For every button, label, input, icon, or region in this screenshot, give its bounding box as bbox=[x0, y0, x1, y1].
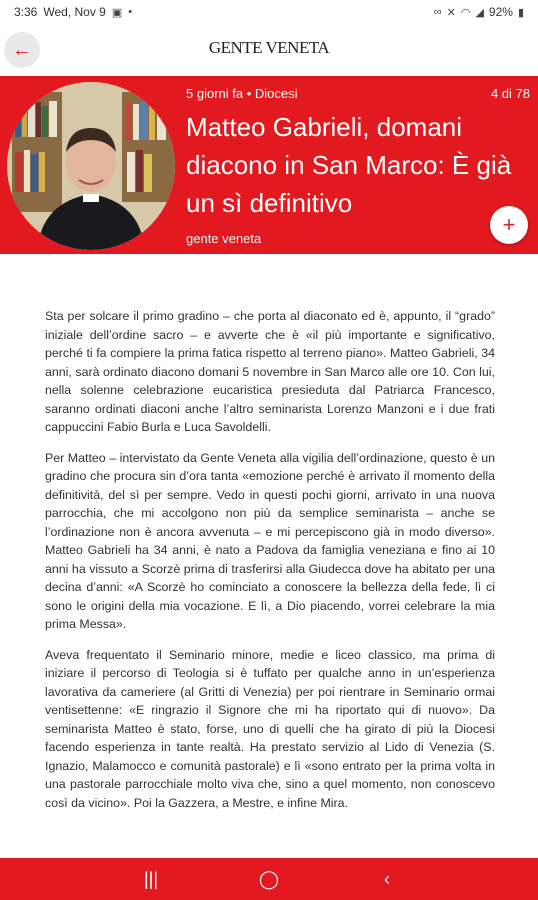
status-time: 3:36 bbox=[14, 5, 38, 19]
article-paragraph: Aveva frequentato il Seminario minore, medie e liceo classico, ma prima di iniziare il percorso di Teologia si è tuffato per qualche anno in un’esperienza lavorativa da cameriere (al Gritti di Venezia) per poi rientrare in Seminario ormai ventisettenne: «E ringrazio il Signore che mi ha riportato qui di nuovo». Da seminarista Matteo è stato, forse, uno di quelli che ha girato di più la Diocesi facendo esperienza in tante realtà. Ha prestato servizio al Lido di Venezia (S. Ignazio, Malamocco e comunità pastorale) e lì «sono entrato per la prima volta in una pastorale parrocchiale molto viva che, sino a quel momento, non conoscevo così da vicino». Poi la Gazzera, a Mestre, e infine Mira. bbox=[45, 647, 495, 810]
recents-button[interactable] bbox=[131, 867, 171, 891]
home-button[interactable] bbox=[249, 867, 289, 891]
notification-dot-icon: • bbox=[128, 6, 133, 18]
battery-level: 92% bbox=[488, 5, 513, 19]
article-meta: 5 giorni fa • Diocesi bbox=[186, 86, 298, 101]
priest-portrait-image bbox=[7, 82, 175, 250]
article-body bbox=[45, 307, 495, 859]
system-back-button[interactable] bbox=[367, 867, 407, 891]
arrow-left-icon: ← bbox=[12, 39, 32, 61]
gallery-icon: ▣ bbox=[111, 6, 123, 19]
recents-icon: ||| bbox=[143, 868, 159, 889]
add-button[interactable] bbox=[490, 206, 528, 244]
article-source: gente veneta bbox=[186, 231, 262, 246]
home-icon: ◯ bbox=[258, 868, 280, 889]
wifi-icon: ◠ bbox=[460, 6, 471, 19]
app-logo: GENTE VENETA bbox=[208, 38, 330, 57]
article-paragraph: Sta per solcare il primo gradino – che porta al diaconato ed è, appunto, il “grado” iniziale dell’ordine sacro – e avverte che è «il più importante e significativo, perché ti fa compiere la prima fatica rispetto al terreno piano». Matteo Gabrieli, 34 anni, sarà ordinato diacono domani 5 novembre in San Marco alle ore 10. Con lui, nella solenne celebrazione eucaristica presieduta dal Patriarca Francesco, saranno ordinati diaconi anche l’altro seminarista Lorenzo Manzoni e i due frati cappuccini Fabio Burla e Luca Savoldelli. bbox=[45, 309, 495, 434]
app-bar bbox=[0, 24, 538, 76]
system-nav-bar bbox=[0, 858, 538, 900]
status-date: Wed, Nov 9 bbox=[43, 5, 106, 19]
signal-icon: ◢ bbox=[475, 6, 484, 19]
mute-icon: ✕ bbox=[446, 6, 456, 19]
article-paragraph: Per Matteo – intervistato da Gente Veneta alla vigilia dell’ordinazione, questo è un gradino che procura sin d’ora tanta «emozione perché è arrivato il momento della definitività, del sì per sempre. Vedo in questi pochi giorni, arrivato in una nuova parrocchia, che mi accolgono non più da semplice seminarista – anche se l’ordinazione non è ancora avvenuta – e mi percepiscono già in modo diverso». Matteo Gabrieli ha 34 anni, è nato a Padova da famiglia veneziana e fino ai 10 anni ha vissuto a Scorzè prima di trasferirsi alla Giudecca dove ha abitato per una decina d’anni: «A Scorzè ho cominciato a conoscere la bellezza della fede, lì ci sono le origini della mia vocazione. E lì, a Dio piacendo, vorrei celebrare la mia prima Messa». bbox=[45, 450, 495, 631]
back-icon: ‹ bbox=[384, 868, 390, 889]
battery-icon: ▮ bbox=[517, 6, 524, 19]
article-title: Matteo Gabrieli, domani diacono in San Marco: È già un sì definitivo bbox=[186, 112, 512, 218]
article-counter: 4 di 78 bbox=[490, 86, 530, 101]
link-icon: ∞ bbox=[433, 6, 442, 18]
article-header bbox=[0, 76, 538, 254]
status-bar bbox=[0, 0, 538, 24]
article-photo bbox=[7, 82, 175, 250]
plus-icon: + bbox=[502, 212, 516, 237]
